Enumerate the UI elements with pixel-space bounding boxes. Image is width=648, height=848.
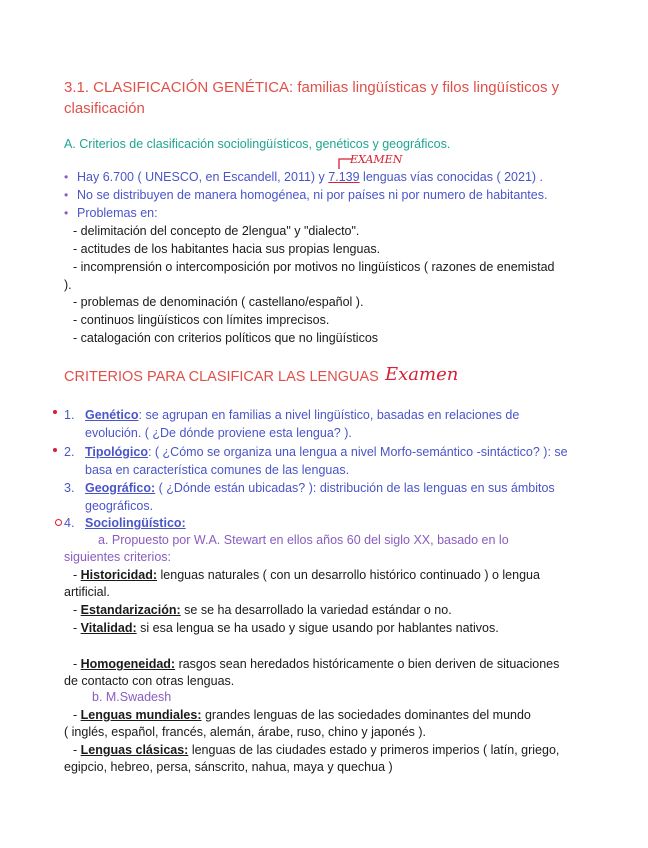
- bullet-1-text-post: lenguas vías conocidas ( 2021) .: [359, 170, 544, 184]
- bullet-dot: •: [64, 206, 69, 220]
- problem-item-continuation: ).: [64, 278, 72, 292]
- problem-item: - problemas de denominación ( castellano/español ).: [73, 295, 364, 309]
- criterios-heading: CRITERIOS PARA CLASIFICAR LAS LENGUAS: [64, 369, 379, 385]
- trait-historicidad: - Historicidad: lenguas naturales ( con un desarrollo histórico continuado ) o lengua: [73, 568, 540, 582]
- trait-desc: se se ha desarrollado la variedad estándar o no.: [180, 603, 452, 617]
- bullet-1-text-pre: Hay 6.700 ( UNESCO, en Escandell, 2011) y: [77, 170, 329, 184]
- criterion-term: Geográfico:: [85, 481, 156, 495]
- bullet-1-number: 7.139: [328, 170, 360, 184]
- criterion-number: 2.: [64, 445, 75, 459]
- bullet-dot: •: [64, 170, 69, 184]
- criterion-sociolinguistico: [85, 515, 186, 532]
- trait-desc: si esa lengua se ha usado y sigue usando por hablantes nativos.: [136, 621, 499, 635]
- trait-term: Homogeneidad:: [80, 657, 176, 671]
- criterion-number: 1.: [64, 408, 75, 422]
- stewart-line1: a. Propuesto por W.A. Stewart en ellos años 60 del siglo XX, basado en lo: [98, 533, 509, 547]
- bullet-line-3: Problemas en:: [77, 206, 158, 220]
- subsection-a-heading: A. Criterios de clasificación sociolingüísticos, genéticos y geográficos.: [64, 137, 451, 151]
- examen-note-large: Examen: [385, 364, 459, 385]
- problem-item: - delimitación del concepto de 2lengua" y "dialecto".: [73, 224, 360, 238]
- trait-desc: rasgos sean heredados históricamente o bien deriven de situaciones: [175, 657, 560, 671]
- swadesh-desc: grandes lenguas de las sociedades dominantes del mundo: [201, 708, 531, 722]
- annotation-circle: [55, 519, 62, 526]
- trait-homogeneidad: - Homogeneidad: rasgos sean heredados históricamente o bien deriven de situaciones: [73, 657, 560, 671]
- bullet-line-2: No se distribuyen de manera homogénea, ni por países ni por numero de habitantes.: [77, 188, 548, 202]
- bullet-dot: •: [64, 188, 69, 202]
- swadesh-heading: b. M.Swadesh: [92, 690, 172, 704]
- trait-historicidad-line2: artificial.: [64, 585, 110, 599]
- swadesh-term: Lenguas clásicas:: [80, 743, 189, 757]
- problem-item: - continuos lingüísticos con límites imprecisos.: [73, 313, 330, 327]
- section-title-line2: clasificación: [64, 100, 145, 117]
- annotation-dot: [53, 410, 57, 414]
- swadesh-term: Lenguas mundiales:: [80, 708, 202, 722]
- trait-term: Vitalidad:: [80, 621, 137, 635]
- criterion-tipologico: [85, 444, 568, 461]
- section-title-line1: 3.1. CLASIFICACIÓN GENÉTICA: familias lingüísticas y filos lingüísticos y: [64, 79, 560, 96]
- criterion-number: 4.: [64, 516, 75, 530]
- criterion-geografico: [85, 480, 555, 497]
- criterion-desc-line2: evolución. ( ¿De dónde proviene esta lengua? ).: [85, 426, 352, 440]
- lenguas-clasicas-line2: egipcio, hebreo, persa, sánscrito, nahua, maya y quechua ): [64, 760, 393, 774]
- trait-vitalidad: - Vitalidad: si esa lengua se ha usado y sigue usando por hablantes nativos.: [73, 621, 499, 635]
- trait-homogeneidad-line2: de contacto con otras lenguas.: [64, 674, 235, 688]
- trait-estandarizacion: - Estandarización: se se ha desarrollado la variedad estándar o no.: [73, 603, 452, 617]
- criterion-desc: ( ¿Dónde están ubicadas? ): distribución de las lenguas en sus ámbitos: [155, 481, 555, 495]
- lenguas-mundiales: - Lenguas mundiales: grandes lenguas de las sociedades dominantes del mundo: [73, 708, 531, 722]
- bullet-line-1: [77, 169, 543, 186]
- lenguas-clasicas: - Lenguas clásicas: lenguas de las ciudades estado y primeros imperios ( latín, griego,: [73, 743, 560, 757]
- annotation-dot: [53, 448, 57, 452]
- criterion-term: Genético: [85, 408, 139, 422]
- criterion-desc-line2: geográficos.: [85, 499, 154, 513]
- criterion-genetico: [85, 407, 519, 424]
- problem-item: - incomprensión o intercomposición por motivos no lingüísticos ( razones de enemistad: [73, 260, 555, 274]
- problem-item: - catalogación con criterios políticos que no lingüísticos: [73, 331, 379, 345]
- examen-note-small: EXAMEN: [350, 153, 403, 166]
- lenguas-mundiales-line2: ( inglés, español, francés, alemán, árabe, ruso, chino y japonés ).: [64, 725, 427, 739]
- stewart-line2: siguientes criterios:: [64, 550, 171, 564]
- criterion-term: Tipológico: [85, 445, 148, 459]
- criterion-term: Sociolingüístico:: [85, 516, 186, 530]
- trait-term: Historicidad:: [80, 568, 158, 582]
- criterion-desc: : se agrupan en familias a nivel lingüístico, basadas en relaciones de: [138, 408, 520, 422]
- swadesh-desc: lenguas de las ciudades estado y primeros imperios ( latín, griego,: [188, 743, 560, 757]
- criterion-desc: : ( ¿Cómo se organiza una lengua a nivel Morfo-semántico -sintáctico? ): se: [147, 445, 568, 459]
- criterion-desc-line2: basa en característica comunes de las lenguas.: [85, 463, 350, 477]
- trait-desc: lenguas naturales ( con un desarrollo histórico continuado ) o lengua: [157, 568, 540, 582]
- problem-item: - actitudes de los habitantes hacia sus propias lenguas.: [73, 242, 381, 256]
- trait-term: Estandarización:: [80, 603, 181, 617]
- criterion-number: 3.: [64, 481, 75, 495]
